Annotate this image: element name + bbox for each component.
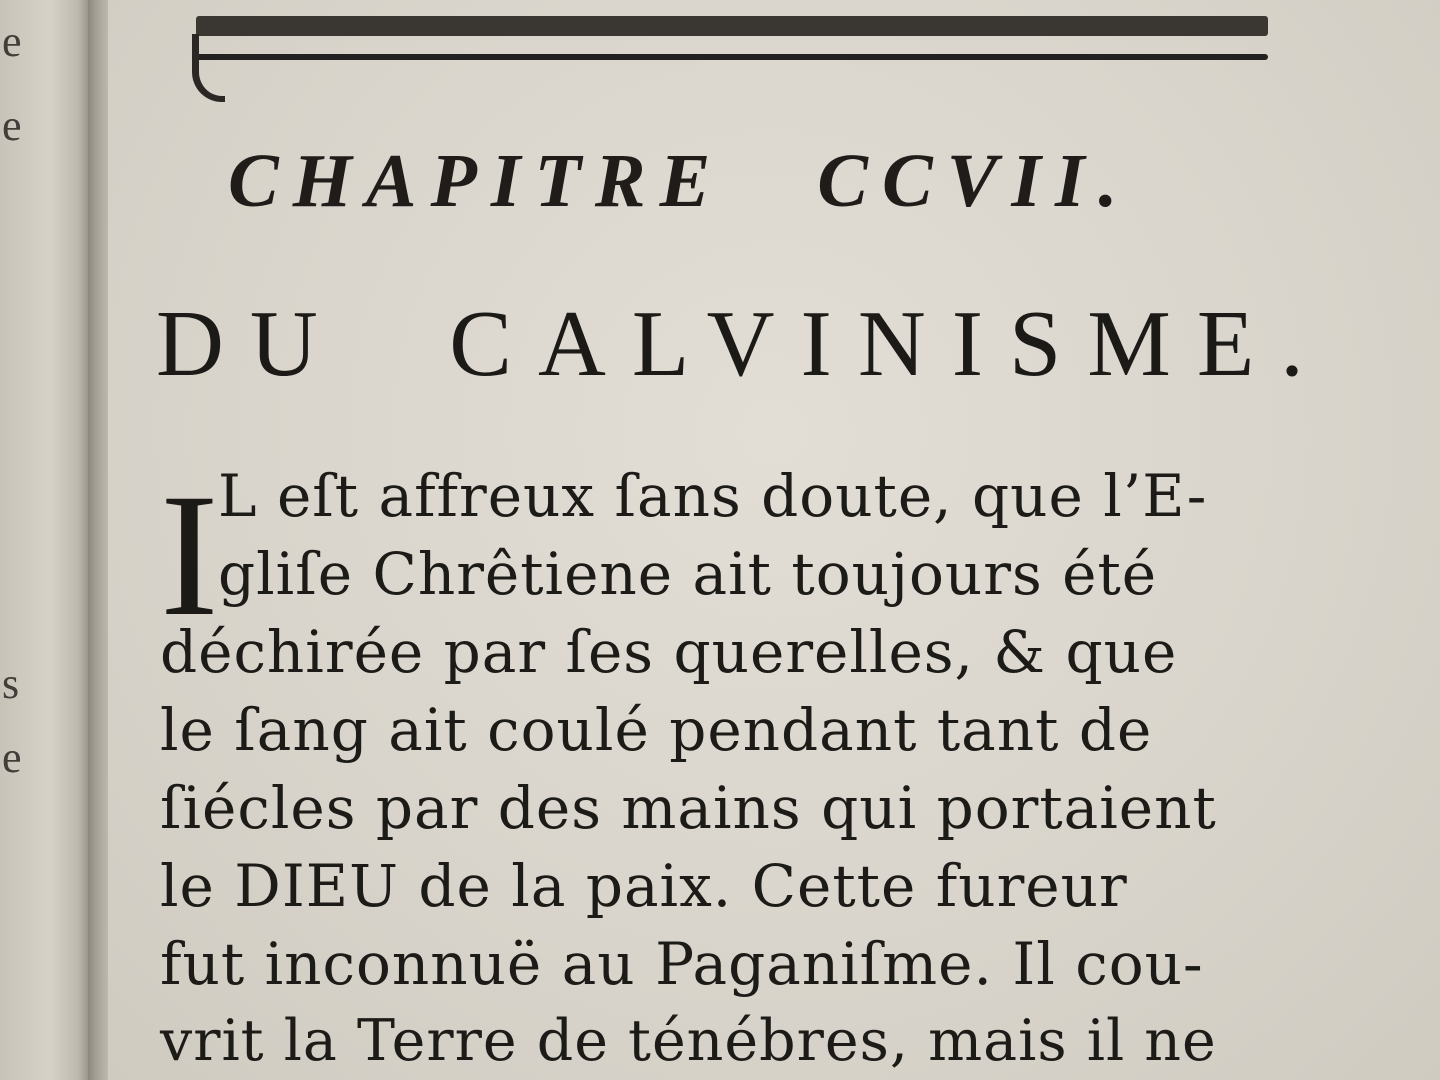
left-page-fragment: e bbox=[2, 733, 22, 782]
paragraph-line: le ſang ait coulé pendant tant de bbox=[160, 696, 1153, 764]
ornamental-rule-curl bbox=[192, 34, 225, 102]
ornamental-rule-bottom bbox=[196, 54, 1268, 60]
paragraph-line: L eſt affreux ſans doute, que l’E- bbox=[218, 462, 1208, 530]
book-page bbox=[108, 0, 1440, 1080]
left-facing-page bbox=[0, 0, 92, 1080]
paragraph-line: vrit la Terre de ténébres, mais il ne bbox=[160, 1008, 1217, 1074]
chapter-heading: CHAPITRE CCVII. bbox=[228, 139, 1132, 223]
paragraph-line: fut inconnuë au Paganiſme. Il cou- bbox=[160, 930, 1204, 998]
left-page-fragment: s bbox=[2, 659, 20, 708]
section-title: DU CALVINISME. bbox=[156, 292, 1330, 396]
paragraph-line: ſiécles par des mains qui portaient bbox=[160, 774, 1217, 842]
left-page-fragment: e bbox=[2, 101, 22, 150]
paragraph-line: gliſe Chrêtiene ait toujours été bbox=[218, 540, 1158, 608]
ornamental-rule-top bbox=[196, 16, 1268, 36]
left-page-fragment: e bbox=[2, 17, 22, 66]
paragraph-line: le DIEU de la paix. Cette fureur bbox=[160, 852, 1128, 920]
paragraph-line: déchirée par ſes querelles, & que bbox=[160, 618, 1178, 686]
drop-cap: I bbox=[160, 458, 219, 653]
